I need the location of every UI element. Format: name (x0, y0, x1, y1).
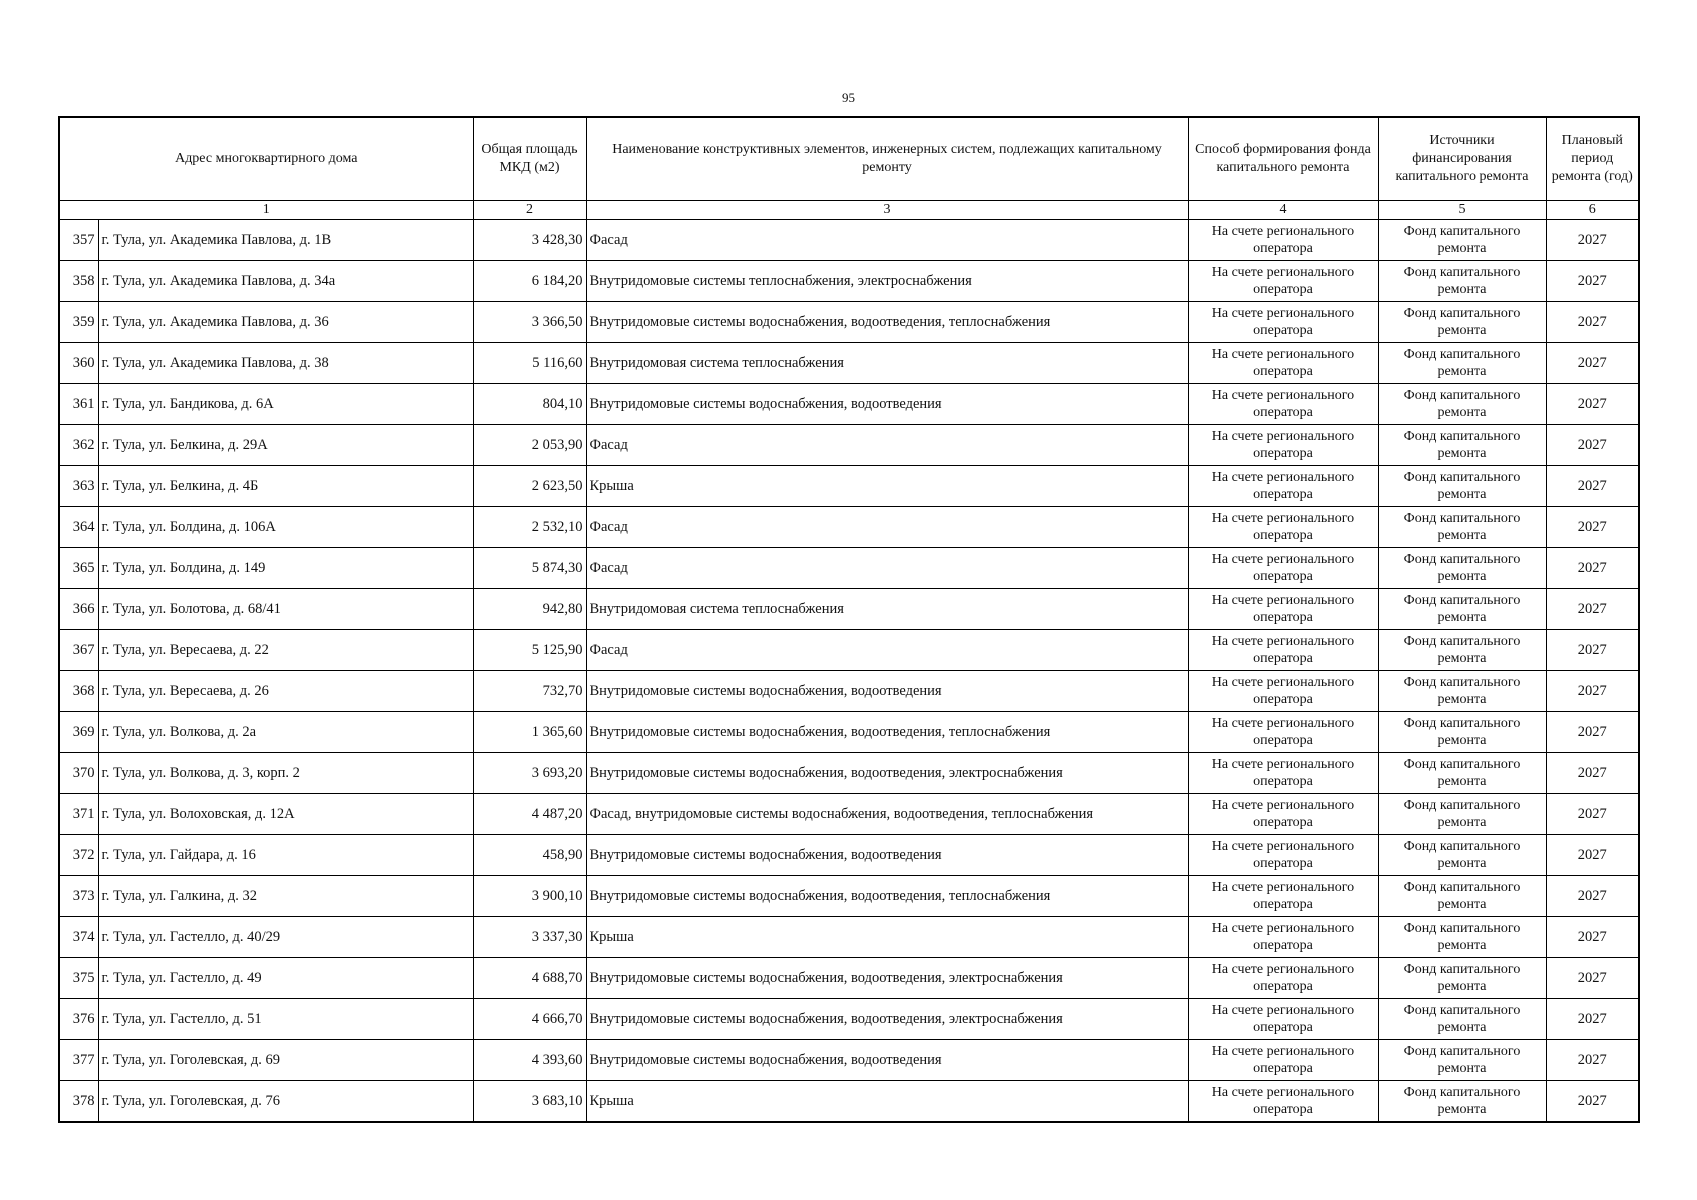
address-cell: г. Тула, ул. Белкина, д. 29А (98, 425, 473, 466)
area-cell: 3 337,30 (473, 917, 586, 958)
source-cell: Фонд капитального ремонта (1378, 507, 1546, 548)
area-cell: 4 666,70 (473, 999, 586, 1040)
source-cell: Фонд капитального ремонта (1378, 261, 1546, 302)
elements-cell: Фасад (586, 507, 1188, 548)
row-number: 362 (59, 425, 98, 466)
area-cell: 5 116,60 (473, 343, 586, 384)
area-cell: 2 623,50 (473, 466, 586, 507)
method-cell: На счете регионального оператора (1188, 1040, 1378, 1081)
elements-cell: Внутридомовые системы водоснабжения, водоотведения, теплоснабжения (586, 876, 1188, 917)
source-cell: Фонд капитального ремонта (1378, 343, 1546, 384)
source-cell: Фонд капитального ремонта (1378, 753, 1546, 794)
method-cell: На счете регионального оператора (1188, 999, 1378, 1040)
address-cell: г. Тула, ул. Гастелло, д. 49 (98, 958, 473, 999)
year-cell: 2027 (1546, 835, 1639, 876)
row-number: 371 (59, 794, 98, 835)
source-cell: Фонд капитального ремонта (1378, 958, 1546, 999)
year-cell: 2027 (1546, 302, 1639, 343)
table-row (59, 425, 1639, 466)
source-cell: Фонд капитального ремонта (1378, 589, 1546, 630)
year-cell: 2027 (1546, 712, 1639, 753)
area-cell: 3 428,30 (473, 220, 586, 261)
row-number: 374 (59, 917, 98, 958)
source-cell: Фонд капитального ремонта (1378, 220, 1546, 261)
row-number: 377 (59, 1040, 98, 1081)
area-cell: 732,70 (473, 671, 586, 712)
year-cell: 2027 (1546, 753, 1639, 794)
area-cell: 804,10 (473, 384, 586, 425)
column-number-row (59, 201, 1639, 220)
address-cell: г. Тула, ул. Волоховская, д. 12А (98, 794, 473, 835)
elements-cell: Внутридомовые системы водоснабжения, водоотведения, электроснабжения (586, 958, 1188, 999)
table-row (59, 220, 1639, 261)
header-source: Источники финансирования капитального ремонта (1378, 117, 1546, 201)
method-cell: На счете регионального оператора (1188, 671, 1378, 712)
year-cell: 2027 (1546, 507, 1639, 548)
area-cell: 6 184,20 (473, 261, 586, 302)
area-cell: 458,90 (473, 835, 586, 876)
area-cell: 3 900,10 (473, 876, 586, 917)
method-cell: На счете регионального оператора (1188, 835, 1378, 876)
table-row (59, 466, 1639, 507)
elements-cell: Внутридомовые системы водоснабжения, водоотведения, теплоснабжения (586, 712, 1188, 753)
table-row (59, 507, 1639, 548)
table-row (59, 876, 1639, 917)
table-row (59, 671, 1639, 712)
year-cell: 2027 (1546, 589, 1639, 630)
address-cell: г. Тула, ул. Волкова, д. 3, корп. 2 (98, 753, 473, 794)
column-number: 3 (586, 201, 1188, 220)
area-cell: 4 393,60 (473, 1040, 586, 1081)
year-cell: 2027 (1546, 466, 1639, 507)
area-cell: 2 532,10 (473, 507, 586, 548)
header-area: Общая площадь МКД (м2) (473, 117, 586, 201)
elements-cell: Внутридомовые системы водоснабжения, водоотведения (586, 1040, 1188, 1081)
source-cell: Фонд капитального ремонта (1378, 630, 1546, 671)
elements-cell: Внутридомовые системы водоснабжения, водоотведения, теплоснабжения (586, 302, 1188, 343)
area-cell: 3 693,20 (473, 753, 586, 794)
address-cell: г. Тула, ул. Гоголевская, д. 76 (98, 1081, 473, 1123)
row-number: 372 (59, 835, 98, 876)
elements-cell: Крыша (586, 1081, 1188, 1123)
address-cell: г. Тула, ул. Академика Павлова, д. 34а (98, 261, 473, 302)
method-cell: На счете регионального оператора (1188, 302, 1378, 343)
area-cell: 3 683,10 (473, 1081, 586, 1123)
source-cell: Фонд капитального ремонта (1378, 835, 1546, 876)
header-elements: Наименование конструктивных элементов, инженерных систем, подлежащих капитальному ремонту (586, 117, 1188, 201)
row-number: 359 (59, 302, 98, 343)
method-cell: На счете регионального оператора (1188, 1081, 1378, 1123)
table-row (59, 261, 1639, 302)
source-cell: Фонд капитального ремонта (1378, 466, 1546, 507)
table-row (59, 384, 1639, 425)
area-cell: 3 366,50 (473, 302, 586, 343)
address-cell: г. Тула, ул. Академика Павлова, д. 36 (98, 302, 473, 343)
row-number: 365 (59, 548, 98, 589)
area-cell: 4 487,20 (473, 794, 586, 835)
table-row (59, 794, 1639, 835)
table-row (59, 630, 1639, 671)
elements-cell: Внутридомовые системы водоснабжения, водоотведения (586, 835, 1188, 876)
year-cell: 2027 (1546, 343, 1639, 384)
elements-cell: Фасад (586, 630, 1188, 671)
area-cell: 1 365,60 (473, 712, 586, 753)
column-number: 6 (1546, 201, 1639, 220)
row-number: 366 (59, 589, 98, 630)
table-row (59, 753, 1639, 794)
year-cell: 2027 (1546, 261, 1639, 302)
method-cell: На счете регионального оператора (1188, 876, 1378, 917)
header-method: Способ формирования фонда капитального ремонта (1188, 117, 1378, 201)
elements-cell: Внутридомовые системы водоснабжения, водоотведения, электроснабжения (586, 999, 1188, 1040)
year-cell: 2027 (1546, 917, 1639, 958)
method-cell: На счете регионального оператора (1188, 343, 1378, 384)
table-row (59, 589, 1639, 630)
year-cell: 2027 (1546, 548, 1639, 589)
elements-cell: Внутридомовая система теплоснабжения (586, 343, 1188, 384)
row-number: 369 (59, 712, 98, 753)
method-cell: На счете регионального оператора (1188, 753, 1378, 794)
source-cell: Фонд капитального ремонта (1378, 917, 1546, 958)
address-cell: г. Тула, ул. Белкина, д. 4Б (98, 466, 473, 507)
source-cell: Фонд капитального ремонта (1378, 794, 1546, 835)
elements-cell: Внутридомовые системы водоснабжения, водоотведения, электроснабжения (586, 753, 1188, 794)
address-cell: г. Тула, ул. Болдина, д. 106А (98, 507, 473, 548)
column-number: 1 (59, 201, 473, 220)
table-row (59, 548, 1639, 589)
row-number: 357 (59, 220, 98, 261)
table-row (59, 1081, 1639, 1123)
year-cell: 2027 (1546, 1081, 1639, 1123)
elements-cell: Фасад (586, 425, 1188, 466)
method-cell: На счете регионального оператора (1188, 794, 1378, 835)
year-cell: 2027 (1546, 671, 1639, 712)
address-cell: г. Тула, ул. Болотова, д. 68/41 (98, 589, 473, 630)
elements-cell: Фасад, внутридомовые системы водоснабжения, водоотведения, теплоснабжения (586, 794, 1188, 835)
area-cell: 4 688,70 (473, 958, 586, 999)
year-cell: 2027 (1546, 999, 1639, 1040)
table-row (59, 302, 1639, 343)
address-cell: г. Тула, ул. Гастелло, д. 40/29 (98, 917, 473, 958)
year-cell: 2027 (1546, 876, 1639, 917)
method-cell: На счете регионального оператора (1188, 958, 1378, 999)
header-address: Адрес многоквартирного дома (59, 117, 473, 201)
table-row (59, 917, 1639, 958)
method-cell: На счете регионального оператора (1188, 712, 1378, 753)
elements-cell: Внутридомовые системы водоснабжения, водоотведения (586, 671, 1188, 712)
row-number: 358 (59, 261, 98, 302)
table-row (59, 343, 1639, 384)
row-number: 360 (59, 343, 98, 384)
column-number: 4 (1188, 201, 1378, 220)
year-cell: 2027 (1546, 384, 1639, 425)
source-cell: Фонд капитального ремонта (1378, 671, 1546, 712)
source-cell: Фонд капитального ремонта (1378, 548, 1546, 589)
address-cell: г. Тула, ул. Академика Павлова, д. 1В (98, 220, 473, 261)
year-cell: 2027 (1546, 1040, 1639, 1081)
method-cell: На счете регионального оператора (1188, 507, 1378, 548)
address-cell: г. Тула, ул. Галкина, д. 32 (98, 876, 473, 917)
year-cell: 2027 (1546, 630, 1639, 671)
method-cell: На счете регионального оператора (1188, 425, 1378, 466)
address-cell: г. Тула, ул. Гоголевская, д. 69 (98, 1040, 473, 1081)
column-number: 5 (1378, 201, 1546, 220)
elements-cell: Крыша (586, 917, 1188, 958)
address-cell: г. Тула, ул. Вересаева, д. 26 (98, 671, 473, 712)
year-cell: 2027 (1546, 794, 1639, 835)
page-number: 95 (842, 90, 855, 105)
row-number: 373 (59, 876, 98, 917)
address-cell: г. Тула, ул. Бандикова, д. 6А (98, 384, 473, 425)
area-cell: 2 053,90 (473, 425, 586, 466)
method-cell: На счете регионального оператора (1188, 630, 1378, 671)
area-cell: 5 874,30 (473, 548, 586, 589)
address-cell: г. Тула, ул. Гастелло, д. 51 (98, 999, 473, 1040)
area-cell: 942,80 (473, 589, 586, 630)
area-cell: 5 125,90 (473, 630, 586, 671)
method-cell: На счете регионального оператора (1188, 384, 1378, 425)
source-cell: Фонд капитального ремонта (1378, 1081, 1546, 1123)
row-number: 363 (59, 466, 98, 507)
address-cell: г. Тула, ул. Академика Павлова, д. 38 (98, 343, 473, 384)
header-year: Плановый период ремонта (год) (1546, 117, 1639, 201)
row-number: 364 (59, 507, 98, 548)
elements-cell: Фасад (586, 220, 1188, 261)
elements-cell: Фасад (586, 548, 1188, 589)
method-cell: На счете регионального оператора (1188, 589, 1378, 630)
source-cell: Фонд капитального ремонта (1378, 302, 1546, 343)
source-cell: Фонд капитального ремонта (1378, 999, 1546, 1040)
table-row (59, 999, 1639, 1040)
elements-cell: Крыша (586, 466, 1188, 507)
row-number: 361 (59, 384, 98, 425)
table-row (59, 1040, 1639, 1081)
method-cell: На счете регионального оператора (1188, 466, 1378, 507)
method-cell: На счете регионального оператора (1188, 917, 1378, 958)
address-cell: г. Тула, ул. Болдина, д. 149 (98, 548, 473, 589)
elements-cell: Внутридомовые системы теплоснабжения, электроснабжения (586, 261, 1188, 302)
table-header-row (59, 117, 1639, 201)
row-number: 376 (59, 999, 98, 1040)
row-number: 368 (59, 671, 98, 712)
row-number: 375 (59, 958, 98, 999)
source-cell: Фонд капитального ремонта (1378, 876, 1546, 917)
address-cell: г. Тула, ул. Вересаева, д. 22 (98, 630, 473, 671)
table-row (59, 835, 1639, 876)
year-cell: 2027 (1546, 425, 1639, 466)
address-cell: г. Тула, ул. Гайдара, д. 16 (98, 835, 473, 876)
year-cell: 2027 (1546, 220, 1639, 261)
elements-cell: Внутридомовая система теплоснабжения (586, 589, 1188, 630)
elements-cell: Внутридомовые системы водоснабжения, водоотведения (586, 384, 1188, 425)
source-cell: Фонд капитального ремонта (1378, 1040, 1546, 1081)
row-number: 370 (59, 753, 98, 794)
table-row (59, 958, 1639, 999)
table-row (59, 712, 1639, 753)
method-cell: На счете регионального оператора (1188, 220, 1378, 261)
column-number: 2 (473, 201, 586, 220)
source-cell: Фонд капитального ремонта (1378, 712, 1546, 753)
row-number: 367 (59, 630, 98, 671)
repair-plan-table (58, 116, 1640, 1123)
row-number: 378 (59, 1081, 98, 1123)
address-cell: г. Тула, ул. Волкова, д. 2а (98, 712, 473, 753)
method-cell: На счете регионального оператора (1188, 548, 1378, 589)
source-cell: Фонд капитального ремонта (1378, 384, 1546, 425)
year-cell: 2027 (1546, 958, 1639, 999)
source-cell: Фонд капитального ремонта (1378, 425, 1546, 466)
method-cell: На счете регионального оператора (1188, 261, 1378, 302)
